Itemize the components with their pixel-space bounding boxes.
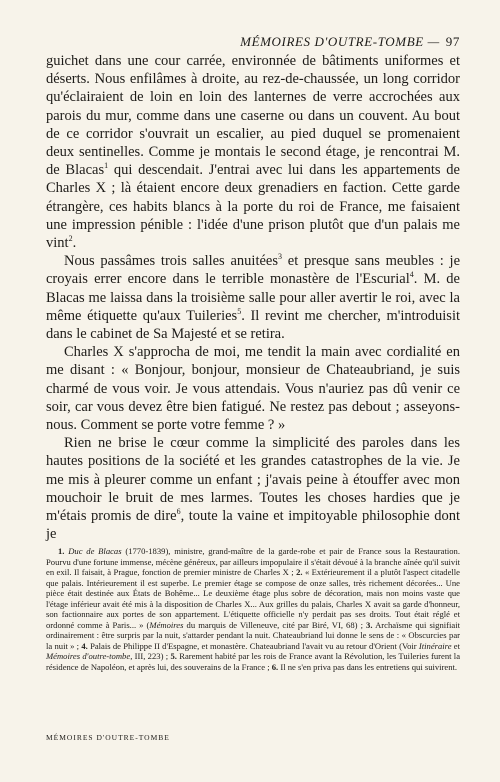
note-4-and: et: [451, 640, 460, 651]
footnote-ref-5: 5: [237, 307, 242, 317]
note-4-number: 4.: [81, 640, 88, 651]
paragraph-4-text-b: , toute la vaine et impitoyable philosophie dont je: [46, 508, 460, 543]
paragraph-2-text-b: et presque sans meubles : je croyais errer encore dans le terrible monastère de l'Escurial: [46, 253, 461, 288]
note-2-number: 2.: [296, 567, 303, 577]
footnote-ref-6: 6: [176, 507, 181, 517]
footnotes: [46, 546, 460, 672]
page-number: 97: [445, 34, 460, 49]
note-3-text: Archaïsme qui signifiait ordinairement : être surpris par la nuit, s'attarder pendant la nuit. Chateaubriand lui donne le sens de : « Obscurcies par la nuit » ;: [46, 619, 460, 651]
note-5-number: 5.: [170, 651, 177, 661]
note-1-number: 1.: [58, 546, 65, 556]
paragraph-1: [46, 52, 460, 252]
note-6-text: Il ne s'en priva pas dans les entretiens qui suivirent.: [278, 661, 458, 672]
running-title: MÉMOIRES D'OUTRE-TOMBE —: [240, 34, 440, 49]
note-2-text-b: du marquis de Villeneuve, cité par Biré, VI, 68) ;: [183, 619, 367, 630]
running-header: [40, 34, 460, 50]
main-text: [46, 52, 460, 543]
footnote-ref-3: 3: [278, 252, 282, 262]
footnote-block: [46, 546, 460, 672]
note-2-source: Mémoires: [149, 619, 184, 630]
note-4-source-2: Mémoires d'outre-tombe: [46, 651, 131, 661]
note-5-text: Rarement habité par les rois de France avant la Révolution, les Tuileries furent la résidence de Napoléon, et après lui, des souverains de la France ;: [46, 651, 461, 672]
paragraph-2-text-d: . Il revint me chercher, m'introduisit dans le cabinet de Sa Majesté et se retira.: [46, 307, 461, 343]
paragraph-4-text-a: Rien ne brise le cœur comme la simplicité des paroles dans les hautes positions de la société et les grandes catastrophes de la vie. Je me mis à pleurer comme un enfant ; j'avais peine à étouffer avec mon mouchoir le bruit de mes larmes. Toutes les choses hardies que je m'étais promis de dire: [46, 435, 460, 525]
note-3-number: 3.: [366, 619, 373, 630]
footnote-ref-1: 1: [104, 161, 109, 171]
footnote-ref-4: 4: [409, 270, 414, 280]
page-footer: MÉMOIRES D'OUTRE-TOMBE: [46, 733, 170, 742]
paragraph-2-text-c: . M. de Blacas me laissa dans la troisième salle pour aller avertir le roi, avec la même étiquette qu'aux Tuileries: [46, 271, 460, 324]
note-2-text: « Extérieurement il a plutôt l'aspect citadelle que palais. Intérieurement il est superbe. Le premier étage se compose de onze salles, très richement décorées... Une pièce était destinée aux États de Bohême... Le deuxième étage plus sobre de décoration, mais non moins vaste que l'étage inférieur avait été mis à la disposition de Charles X... Aux grilles du palais, Charles X avait sa garde d'honneur, son factionnaire aux portes de son appartement. L'étiquette officielle n'y perdait pas ses droits. Tout était réglé et ordonné comme à Paris... » (: [46, 567, 460, 630]
paragraph-1-text-c: .: [72, 235, 77, 252]
note-1-text: (1770-1839), ministre, grand-maître de la garde-robe et pair de France sous la Restauration. Pourvu d'une fortune immense, mécène généreux, par ailleurs impopulaire il s'était dévoué à la branche aînée qu'il suivit en exil. Il faisait, à Prague, fonction de premier ministre de Charles X ;: [46, 546, 460, 577]
paragraph-1-text-b: qui descendait. J'entrai avec lui dans les appartements de Charles X ; là étaient encore deux grenadiers en faction. Cette garde étrangère, ces habits blancs à la porte du roi de France, me faisaient une impression pénible : l'idée d'une prison plutôt que d'un palais me vint: [46, 162, 460, 252]
paragraph-2: [46, 252, 460, 343]
note-6-number: 6.: [271, 661, 279, 672]
footnote-ref-2: 2: [68, 234, 73, 244]
paragraph-3: [46, 343, 460, 434]
note-4-source: Itinéraire: [418, 640, 452, 651]
paragraph-2-text-a: Nous passâmes trois salles anuitées: [64, 253, 278, 270]
paragraph-4: [46, 434, 460, 543]
note-1-title: Duc de Blacas: [68, 546, 122, 556]
paragraph-3-text: Charles X s'approcha de moi, me tendit la main avec cordialité en me disant : « Bonjour, bonjour, monsieur de Chateaubriand, je suis charmé de vous voir. Je vous attendais. Vous n'auriez pas dû venir ce soir, car vous devez être bien fatigué. Ne restez pas debout ; asseyons-nous. Comment se porte votre femme ? »: [46, 344, 460, 434]
paragraph-1-text-a: guichet dans une cour carrée, environnée de bâtiments uniformes et déserts. Nous enfilâmes à droite, au rez-de-chaussée, un long corridor qu'éclairaient de loin en loin des lanternes de verre accrochées aux parois du mur, comme dans une caserne ou dans un couvent. Au bout de ce corridor s'ouvrait un escalier, au pied duquel se promenaient deux sentinelles. Comme je montais le second étage, je rencontrai M. de Blacas: [46, 53, 460, 179]
note-4-text-b: , III, 223) ;: [130, 651, 169, 661]
note-4-text: Palais de Philippe II d'Espagne, et monastère. Chateaubriand l'avait vu au retour d'Orient (Voir: [87, 640, 419, 651]
